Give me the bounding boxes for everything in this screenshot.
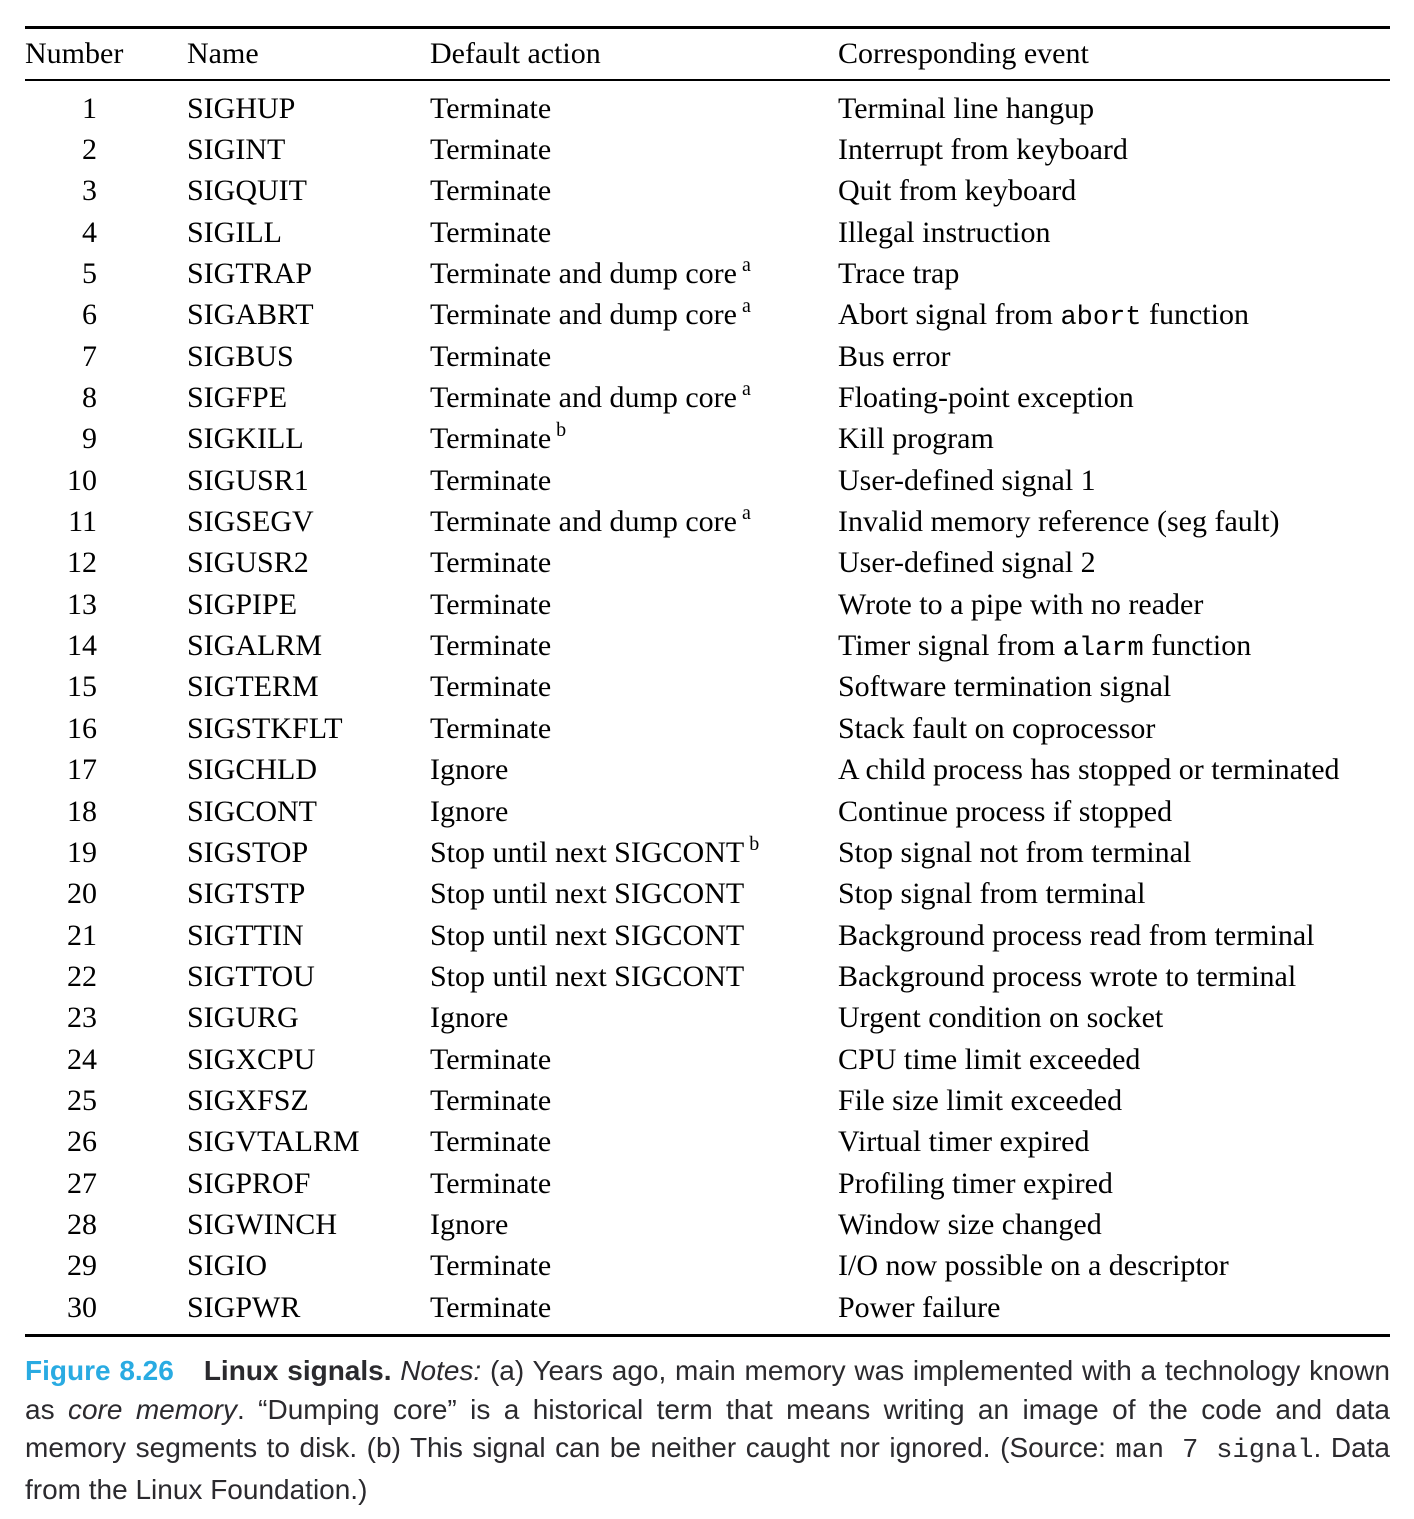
cell-action: Terminate — [430, 133, 552, 167]
cell-action: Terminate — [430, 587, 552, 621]
cell-event: Urgent condition on socket — [838, 1001, 1164, 1035]
cell-name: SIGPIPE — [187, 587, 298, 621]
cell-name: SIGSEGV — [187, 505, 314, 539]
cell-number: 30 — [67, 1290, 97, 1324]
figure-title: Linux signals. — [203, 1355, 392, 1386]
cell-action: Terminate — [430, 1249, 552, 1283]
inline-code: abort — [1060, 302, 1142, 333]
cell-name: SIGTERM — [187, 670, 319, 704]
cell-name: SIGCONT — [187, 794, 318, 828]
cell-event: Illegal instruction — [838, 215, 1051, 249]
table-row — [25, 832, 1390, 873]
cell-event: Wrote to a pipe with no reader — [838, 587, 1204, 621]
table-row — [25, 501, 1390, 542]
cell-event: Invalid memory reference (seg fault) — [838, 505, 1280, 539]
table-row — [25, 1163, 1390, 1204]
cell-number: 23 — [67, 1001, 97, 1035]
cell-name: SIGPROF — [187, 1166, 311, 1200]
cell-action: Stop until next SIGCONT — [430, 877, 745, 911]
cell-action: Terminate — [430, 339, 552, 373]
table-row — [25, 1080, 1390, 1121]
cell-action: Terminate — [430, 215, 552, 249]
footnote-marker-a: a — [741, 502, 751, 525]
cell-name: SIGXCPU — [187, 1042, 316, 1076]
cell-event: User-defined signal 2 — [838, 546, 1096, 580]
cell-number: 25 — [67, 1083, 97, 1117]
cell-number: 19 — [67, 835, 97, 869]
figure-number: Figure 8.26 — [25, 1355, 174, 1386]
cell-number: 7 — [82, 339, 97, 373]
cell-event — [838, 298, 1390, 333]
cell-number: 2 — [82, 133, 97, 167]
cell-name: SIGUSR1 — [187, 463, 309, 497]
cell-name: SIGTTIN — [187, 918, 304, 952]
cell-event: Kill program — [838, 422, 994, 456]
cell-name: SIGIO — [187, 1249, 267, 1283]
caption-text: Notes: — [400, 1355, 482, 1386]
cell-event: Interrupt from keyboard — [838, 133, 1128, 167]
cell-name: SIGPWR — [187, 1290, 301, 1324]
cell-event: Bus error — [838, 339, 951, 373]
table-body — [25, 81, 1390, 1328]
table-row — [25, 1287, 1390, 1328]
cell-event: Floating-point exception — [838, 381, 1134, 415]
cell-action: Terminate — [430, 174, 552, 208]
cell-name: SIGKILL — [187, 422, 304, 456]
cell-name: SIGTSTP — [187, 877, 306, 911]
cell-action: Terminate — [430, 91, 552, 125]
cell-action: Terminate and dump core $^a$ — [430, 295, 751, 332]
caption-text: . “Dumping core” is a historical term that means writing an image of the code and data memory segments to disk. (b) This signal can be neither caught nor ignored. (Source: — [25, 1393, 1390, 1463]
cell-event: Continue process if stopped — [838, 794, 1173, 828]
cell-number: 9 — [82, 422, 97, 456]
cell-event: Quit from keyboard — [838, 174, 1077, 208]
cell-event: I/O now possible on a descriptor — [838, 1249, 1229, 1283]
cell-action: Terminate and dump core $^a$ — [430, 254, 751, 291]
cell-name: SIGURG — [187, 1001, 299, 1035]
cell-event: Terminal line hangup — [838, 91, 1095, 125]
cell-number: 29 — [67, 1249, 97, 1283]
cell-event: Stop signal not from terminal — [838, 835, 1192, 869]
signals-table — [25, 0, 1390, 1337]
cell-name: SIGWINCH — [187, 1207, 337, 1241]
cell-event: Background process read from terminal — [838, 918, 1315, 952]
caption-text: core memory — [67, 1393, 237, 1425]
cell-event: File size limit exceeded — [838, 1083, 1123, 1117]
cell-name: SIGCHLD — [187, 753, 318, 787]
table-row — [25, 998, 1390, 1039]
cell-name: SIGTTOU — [187, 959, 315, 993]
cell-event: User-defined signal 1 — [838, 463, 1096, 497]
cell-name: SIGSTKFLT — [187, 711, 343, 745]
cell-number: 12 — [67, 546, 97, 580]
event-text: Timer signal from — [838, 628, 1063, 662]
table-row — [25, 295, 1390, 336]
cell-name: SIGTRAP — [187, 257, 313, 291]
cell-action: Terminate — [430, 629, 552, 663]
cell-action: Terminate $^b$ — [430, 419, 567, 456]
cell-number: 21 — [67, 918, 97, 952]
header-name: Name — [187, 37, 259, 70]
cell-event: Virtual timer expired — [838, 1125, 1090, 1159]
cell-action: Stop until next SIGCONT $^b$ — [430, 832, 760, 869]
table-row — [25, 377, 1390, 418]
table-row — [25, 129, 1390, 170]
cell-number: 3 — [82, 174, 97, 208]
cell-action: Terminate — [430, 1125, 552, 1159]
cell-number: 17 — [67, 753, 97, 787]
cell-event — [838, 629, 1390, 664]
cell-name: SIGHUP — [187, 91, 296, 125]
inline-code: alarm — [1062, 633, 1144, 664]
table-header-row — [25, 29, 1390, 79]
cell-event: Window size changed — [838, 1207, 1102, 1241]
cell-name: SIGSTOP — [187, 835, 309, 869]
cell-name: SIGVTALRM — [187, 1125, 360, 1159]
cell-action: Ignore — [430, 1001, 509, 1035]
cell-number: 6 — [82, 298, 97, 332]
table-row — [25, 915, 1390, 956]
caption-source-command: man 7 signal — [1115, 1436, 1314, 1466]
cell-number: 4 — [82, 215, 97, 249]
table-row — [25, 543, 1390, 584]
cell-event: A child process has stopped or terminated — [838, 753, 1340, 787]
cell-number: 5 — [82, 257, 97, 291]
header-corresponding-event: Corresponding event — [838, 37, 1089, 70]
caption-text: (a) Years ago, main memory was implemented with a technology known as — [25, 1355, 1391, 1425]
footnote-marker-b: b — [556, 419, 567, 442]
cell-action: Terminate — [430, 1290, 552, 1324]
table-row — [25, 171, 1390, 212]
cell-number: 22 — [67, 959, 97, 993]
cell-action: Terminate — [430, 463, 552, 497]
cell-action: Terminate — [430, 1042, 552, 1076]
footnote-marker-a: a — [741, 295, 751, 318]
cell-name: SIGQUIT — [187, 174, 307, 208]
cell-name: SIGUSR2 — [187, 546, 309, 580]
cell-name: SIGABRT — [187, 298, 314, 332]
table-bottom-rule — [25, 1334, 1390, 1337]
table-row — [25, 336, 1390, 377]
cell-number: 1 — [82, 91, 97, 125]
cell-number: 10 — [67, 463, 97, 497]
cell-number: 14 — [67, 629, 97, 663]
cell-action: Terminate — [430, 711, 552, 745]
table-row — [25, 667, 1390, 708]
cell-event: Stack fault on coprocessor — [838, 711, 1156, 745]
cell-number: 26 — [67, 1125, 97, 1159]
cell-name: SIGINT — [187, 133, 286, 167]
cell-action: Terminate — [430, 670, 552, 704]
cell-event: Trace trap — [838, 257, 960, 291]
cell-event: CPU time limit exceeded — [838, 1042, 1141, 1076]
cell-action: Ignore — [430, 753, 509, 787]
cell-number: 28 — [67, 1207, 97, 1241]
footnote-marker-a: a — [741, 254, 751, 277]
cell-event: Power failure — [838, 1290, 1001, 1324]
cell-event: Profiling timer expired — [838, 1166, 1113, 1200]
table-row — [25, 956, 1390, 997]
cell-number: 15 — [67, 670, 97, 704]
cell-event: Background process wrote to terminal — [838, 959, 1297, 993]
cell-name: SIGILL — [187, 215, 282, 249]
footnote-marker-b: b — [749, 832, 760, 855]
table-row — [25, 419, 1390, 460]
header-number: Number — [25, 37, 124, 70]
table-row — [25, 708, 1390, 749]
cell-number: 27 — [67, 1166, 97, 1200]
cell-action: Ignore — [430, 794, 509, 828]
table-row — [25, 874, 1390, 915]
cell-action: Terminate — [430, 1083, 552, 1117]
cell-number: 13 — [67, 587, 97, 621]
cell-action: Terminate and dump core $^a$ — [430, 502, 751, 539]
cell-action: Terminate and dump core $^a$ — [430, 378, 751, 415]
cell-name: SIGXFSZ — [187, 1083, 309, 1117]
table-row — [25, 1246, 1390, 1287]
cell-number: 20 — [67, 877, 97, 911]
table-row — [25, 88, 1390, 129]
table-row — [25, 1204, 1390, 1245]
event-text: function — [1143, 628, 1252, 662]
footnote-marker-a: a — [741, 378, 751, 401]
cell-name: SIGALRM — [187, 629, 323, 663]
table-row — [25, 625, 1390, 666]
event-text: function — [1141, 297, 1249, 331]
table-row — [25, 212, 1390, 253]
header-default-action: Default action — [430, 37, 601, 70]
table-row — [25, 1122, 1390, 1163]
cell-number: 8 — [82, 381, 97, 415]
event-text: Abort signal from — [838, 297, 1061, 331]
table-row — [25, 791, 1390, 832]
cell-action: Stop until next SIGCONT — [430, 959, 745, 993]
table-row — [25, 460, 1390, 501]
caption-text: . Data from the Linux Foundation.) — [25, 1432, 1391, 1505]
cell-number: 11 — [68, 505, 97, 539]
cell-number: 16 — [67, 711, 97, 745]
figure-caption — [25, 1352, 1390, 1509]
caption-text — [392, 1355, 401, 1386]
cell-action: Ignore — [430, 1207, 509, 1241]
cell-number: 24 — [67, 1042, 97, 1076]
cell-name: SIGFPE — [187, 381, 288, 415]
table-row — [25, 253, 1390, 294]
cell-action: Terminate — [430, 1166, 552, 1200]
table-row — [25, 584, 1390, 625]
table-row — [25, 1039, 1390, 1080]
table-row — [25, 750, 1390, 791]
cell-name: SIGBUS — [187, 339, 294, 373]
cell-event: Stop signal from terminal — [838, 877, 1146, 911]
cell-action: Stop until next SIGCONT — [430, 918, 745, 952]
cell-action: Terminate — [430, 546, 552, 580]
cell-event: Software termination signal — [838, 670, 1172, 704]
cell-number: 18 — [67, 794, 97, 828]
